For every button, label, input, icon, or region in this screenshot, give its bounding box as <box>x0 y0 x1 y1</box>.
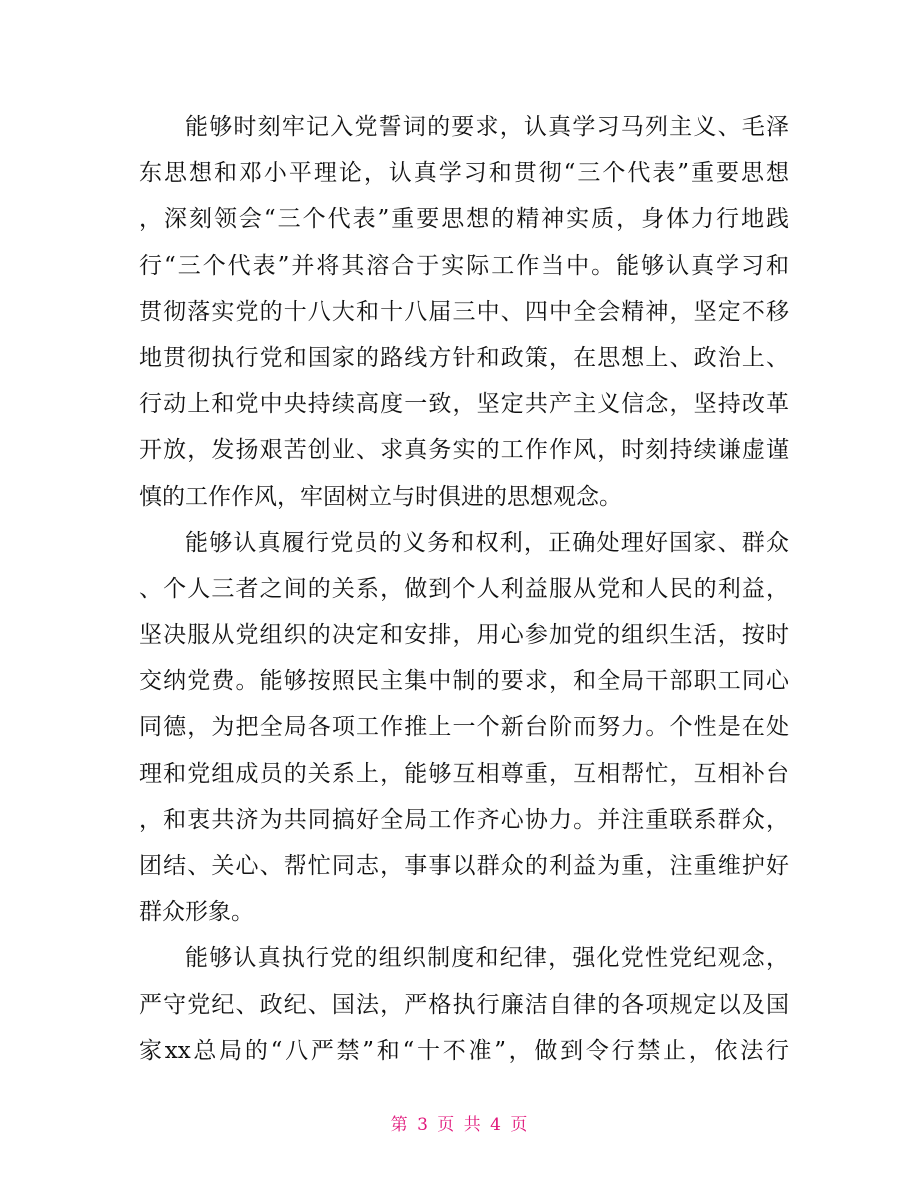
text-line: 能够认真执行党的组织制度和纪律，强化党性党纪观念， <box>185 945 789 972</box>
text-line: 开放，发扬艰苦创业、求真务实的工作作风，时刻持续谦虚谨 <box>139 437 789 464</box>
text-line: ，和衷共济为共同搞好全局工作齐心协力。并注重联系群众， <box>139 806 789 833</box>
text-line: 群众形象。 <box>139 899 254 926</box>
text-line: 慎的工作作风，牢固树立与时俱进的思想观念。 <box>139 483 622 510</box>
text-line: 东思想和邓小平理论，认真学习和贯彻“三个代表”重要思想 <box>139 160 789 187</box>
text-line: 能够认真履行党员的义务和权利，正确处理好国家、群众 <box>185 529 789 556</box>
text-line: 交纳党费。能够按照民主集中制的要求，和全局干部职工同心 <box>139 668 789 695</box>
text-line: 贯彻落实党的十八大和十八届三中、四中全会精神，坚定不移 <box>139 298 789 325</box>
text-line: 坚决服从党组织的决定和安排，用心参加党的组织生活，按时 <box>139 622 789 649</box>
text-line: 行动上和党中央持续高度一致，坚定共产主义信念，坚持改革 <box>139 391 789 418</box>
text-line: 团结、关心、帮忙同志，事事以群众的利益为重，注重维护好 <box>139 853 789 879</box>
document-body <box>139 104 789 1074</box>
text-line: 理和党组成员的关系上，能够互相尊重，互相帮忙，互相补台 <box>139 760 789 787</box>
page-number-footer: 第 3 页 共 4 页 <box>390 1115 530 1135</box>
text-line: 同德，为把全局各项工作推上一个新台阶而努力。个性是在处 <box>139 714 789 741</box>
text-line: 、个人三者之间的关系，做到个人利益服从党和人民的利益， <box>139 575 789 602</box>
text-line: 地贯彻执行党和国家的路线方针和政策，在思想上、政治上、 <box>139 344 789 371</box>
text-line: 家xx总局的“八严禁”和“十不准”，做到令行禁止，依法行 <box>139 1037 789 1064</box>
text-line: 严守党纪、政纪、国法，严格执行廉洁自律的各项规定以及国 <box>139 991 789 1018</box>
text-line: ，深刻领会“三个代表”重要思想的精神实质，身体力行地践 <box>139 206 789 233</box>
text-line: 行“三个代表”并将其溶合于实际工作当中。能够认真学习和 <box>139 252 789 279</box>
text-line: 能够时刻牢记入党誓词的要求，认真学习马列主义、毛泽 <box>185 114 789 140</box>
